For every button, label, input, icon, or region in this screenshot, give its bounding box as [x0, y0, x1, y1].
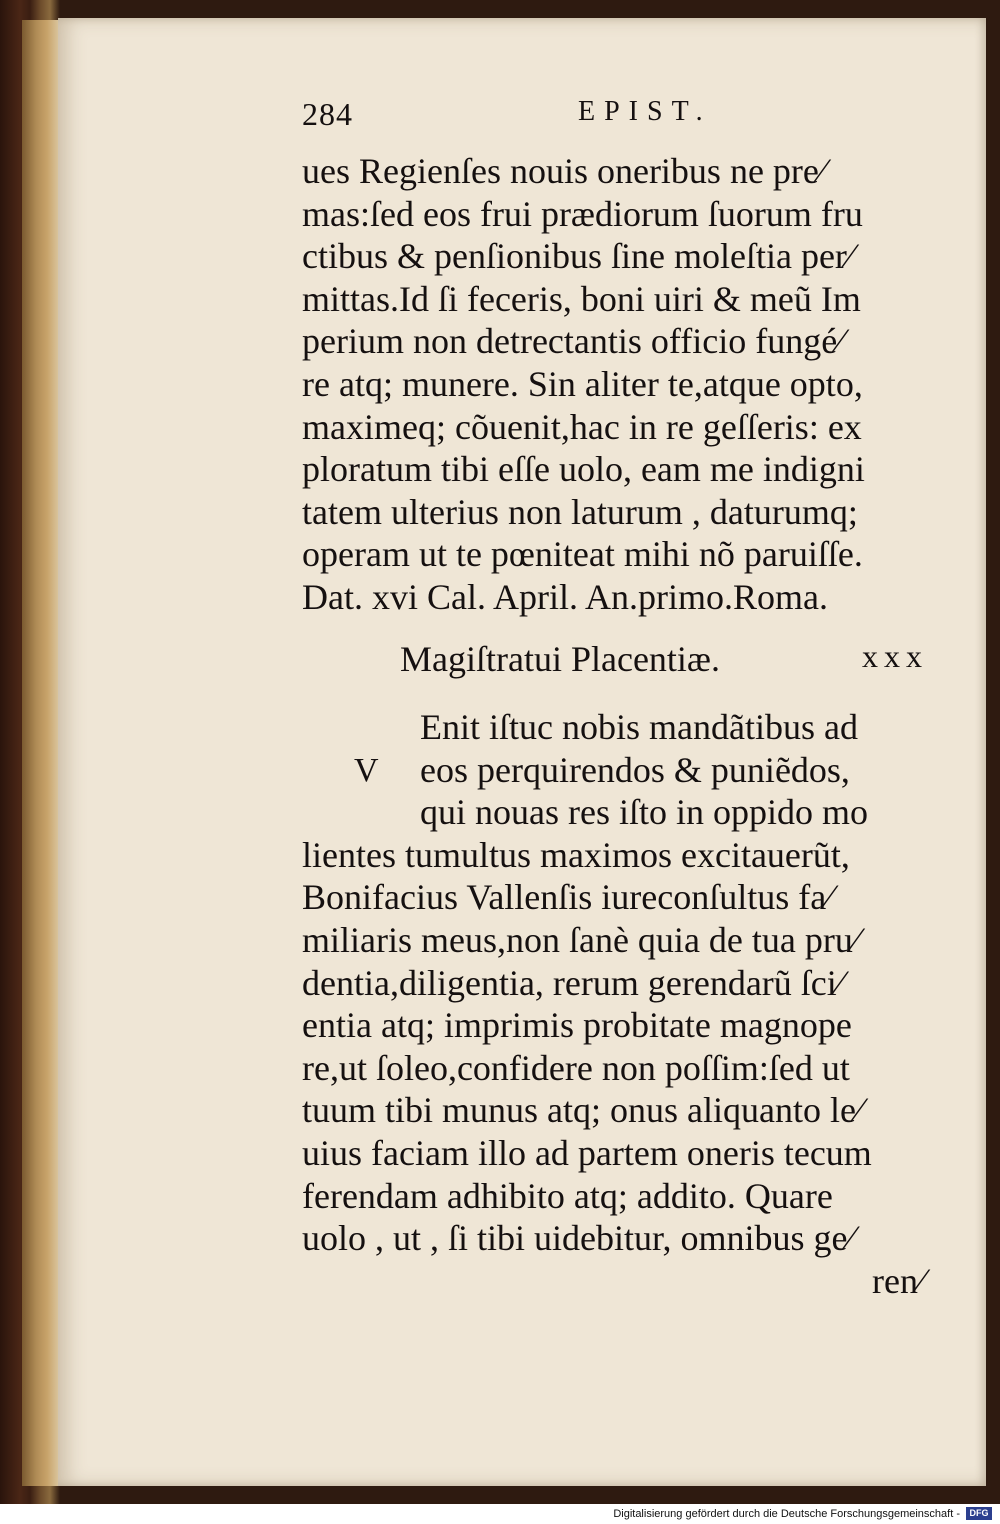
text-line: Enit iſtuc nobis mandãtibus ad — [420, 707, 858, 747]
text-block-letter-xxx — [302, 706, 930, 1302]
text-block-previous-letter — [302, 150, 930, 619]
text-line: lientes tumultus maximos excitauerũt, — [302, 834, 850, 875]
text-line: perium non detrectantis officio fungé⁄ — [302, 321, 844, 362]
text-line: ctibus & penſionibus ſine moleſtia per⁄ — [302, 236, 853, 277]
text-line: dentia,diligentia, rerum gerendarũ ſci⁄ — [302, 962, 843, 1003]
text-line: Bonifacius Vallenſis iureconſultus fa⁄ — [302, 877, 833, 918]
text-line: tatem ulterius non laturum , daturumq; — [302, 491, 858, 532]
text-line: mas:ſed eos frui prædiorum ſuorum fru — [302, 193, 863, 234]
page-header — [300, 96, 930, 146]
running-title: EPIST. — [578, 96, 712, 127]
digitization-footer — [0, 1504, 1000, 1524]
text-line: operam ut te pœniteat mihi nõ paruiſſe. — [302, 534, 863, 575]
text-line: entia atq; imprimis probitate magnope — [302, 1005, 852, 1046]
text-line: maximeq; cõuenit,hac in re geſſeris: ex — [302, 406, 862, 447]
page-number: 284 — [302, 96, 353, 132]
text-line: eos perquirendos & puniẽdos, — [420, 749, 850, 790]
text-line: ferendam adhibito atq; addito. Quare — [302, 1175, 833, 1216]
text-line: uius faciam illo ad partem oneris tecum — [302, 1132, 872, 1173]
catchword: ren⁄ — [872, 1260, 924, 1301]
text-line: re atq; munere. Sin aliter te,atque opto, — [302, 363, 863, 404]
initial-letter: V — [354, 752, 379, 789]
text-line: uolo , ut , ſi tibi uidebitur, omnibus ge⁄ — [302, 1218, 854, 1259]
text-line: qui nouas res iſto in oppido mo — [420, 792, 868, 833]
text-line: Dat. xvi Cal. April. An.primo.Roma. — [302, 576, 828, 617]
dfg-logo: DFG — [966, 1507, 992, 1520]
text-line: mittas.Id ſi feceris, boni uiri & meũ Im — [302, 278, 861, 319]
text-line: ues Regienſes nouis oneribus ne pre⁄ — [302, 151, 825, 191]
text-line: tuum tibi munus atq; onus aliquanto le⁄ — [302, 1090, 862, 1131]
text-line: ploratum tibi eſſe uolo, eam me indigni — [302, 449, 865, 490]
funding-credit: Digitalisierung gefördert durch die Deutsche Forschungsgemeinschaft - — [613, 1508, 960, 1520]
text-line: re,ut ſoleo,confidere non poſſim:ſed ut — [302, 1047, 850, 1088]
letter-addressee: Magiſtratui Placentiæ. — [400, 639, 720, 679]
book-gutter — [22, 20, 58, 1486]
letter-number: xxx — [862, 638, 928, 674]
letter-heading — [400, 638, 930, 684]
text-line: miliaris meus,non ſanè quia de tua pru⁄ — [302, 919, 859, 960]
